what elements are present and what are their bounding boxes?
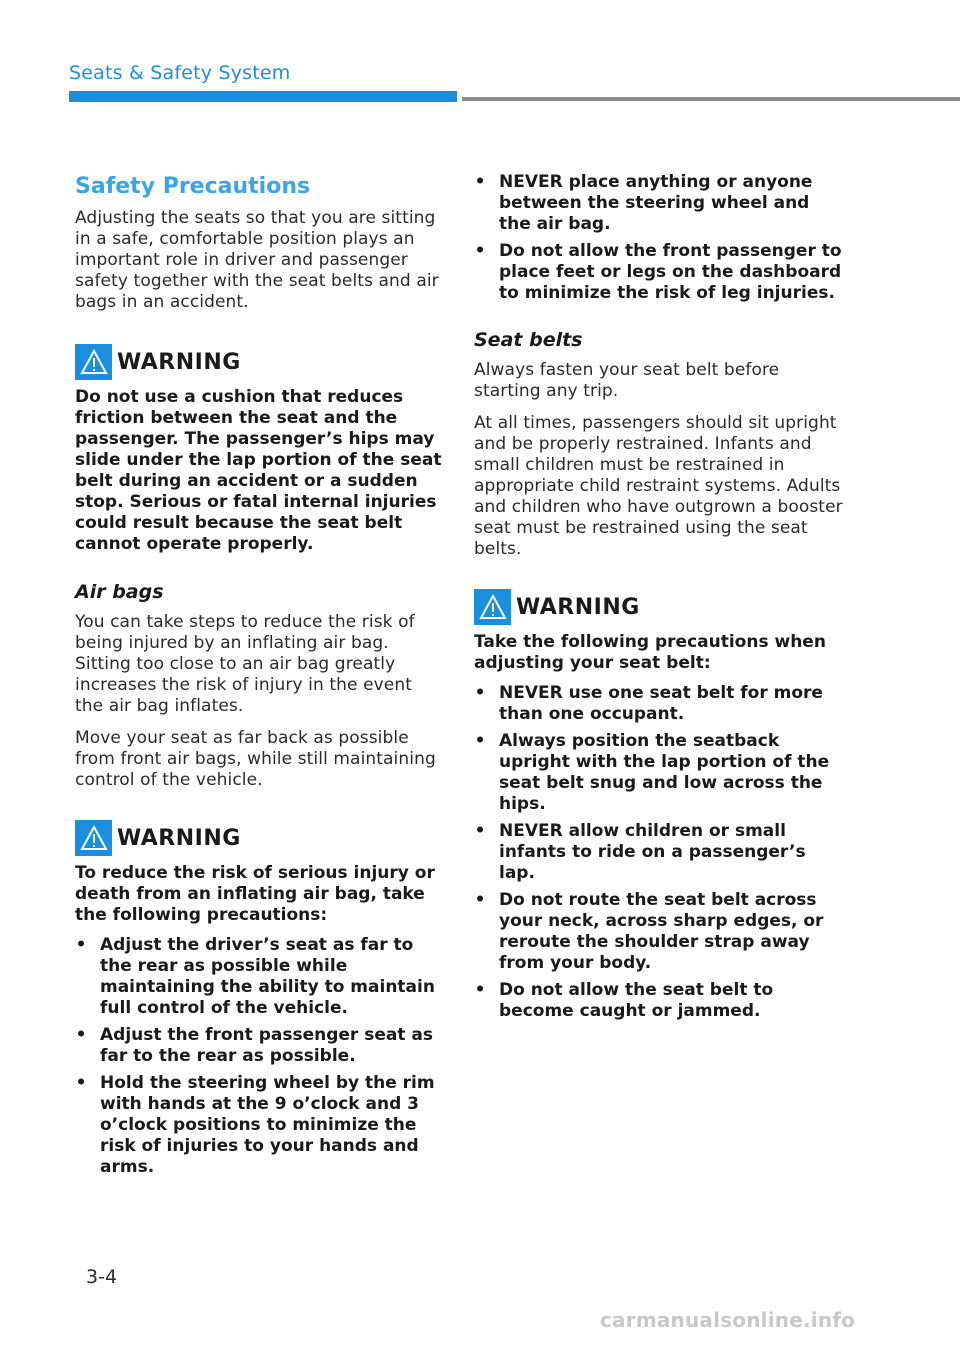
bullet-icon: •	[75, 1025, 87, 1045]
list-item: • NEVER place anything or anyone between the steering wheel and the air bag.	[474, 172, 813, 234]
bullet-icon: •	[474, 731, 486, 751]
list-item: • NEVER allow children or small infants to ride on a passenger’s lap.	[474, 821, 806, 883]
intro-paragraph: Adjusting the seats so that you are sitting in a safe, comfortable position plays an important role in driver and passenger safety together with the seat belts and air bags in an accident.	[75, 208, 439, 312]
warning-text: Take the following precautions when adjusting your seat belt:	[474, 632, 826, 673]
warning-text: Do not use a cushion that reduces friction between the seat and the passenger. The passenger’s hips may slide under the lap portion of the seat belt during an accident or a sudden stop. Serious or fatal internal injuries could result because the seat belt cannot operate properly.	[75, 387, 442, 554]
warning-triangle-icon	[474, 589, 511, 625]
left-column	[75, 172, 445, 1184]
list-item: • Adjust the front passenger seat as far to the rear as possible.	[75, 1025, 433, 1066]
list-item: • NEVER use one seat belt for more than one occupant.	[474, 683, 823, 724]
bullet-icon: •	[75, 935, 87, 955]
page-number: 3-4	[86, 1266, 118, 1288]
warning-triangle-icon	[75, 820, 112, 856]
warning-text: To reduce the risk of serious injury or death from an inflating air bag, take the following precautions:	[75, 863, 435, 925]
subsection-title-seat-belts: Seat belts	[474, 329, 583, 351]
subsection-title-air-bags: Air bags	[75, 581, 164, 603]
bullet-icon: •	[474, 821, 486, 841]
list-item: • Do not allow the seat belt to become caught or jammed.	[474, 980, 774, 1021]
bullet-icon: •	[75, 1073, 87, 1093]
seatbelts-paragraph-2: At all times, passengers should sit upright and be properly restrained. Infants and small children must be restrained in appropriate child restraint systems. Adults and children who have outgrown a booster seat must be restrained using the seat belts.	[474, 413, 843, 559]
airbags-paragraph-2: Move your seat as far back as possible from front air bags, while still maintaining control of the vehicle.	[75, 728, 436, 790]
header-blue-bar	[69, 91, 457, 102]
header-gray-rule	[462, 97, 960, 101]
list-item: • Do not allow the front passenger to place feet or legs on the dashboard to minimize the risk of leg injuries.	[474, 241, 842, 303]
bullet-icon: •	[474, 241, 486, 261]
seatbelts-paragraph-1: Always fasten your seat belt before starting any trip.	[474, 360, 780, 401]
warning-header	[75, 820, 445, 856]
bullet-icon: •	[474, 683, 486, 703]
warning-bullet-list	[75, 935, 445, 1178]
list-item: • Do not route the seat belt across your neck, across sharp edges, or reroute the shoulder strap away from your body.	[474, 890, 824, 973]
warning-label: WARNING	[117, 825, 241, 851]
warning-bullet-list-continued	[474, 172, 844, 304]
warning-header	[474, 589, 844, 625]
airbags-paragraph-1: You can take steps to reduce the risk of being injured by an inflating air bag. Sitting too close to an air bag greatly increases the risk of injury in the event the air bag inflates.	[75, 612, 415, 716]
watermark: carmanualsonline.info	[600, 1308, 856, 1332]
bullet-icon: •	[474, 172, 486, 192]
list-item: • Always position the seatback upright with the lap portion of the seat belt snug and low across the hips.	[474, 731, 830, 814]
bullet-icon: •	[474, 980, 486, 1000]
warning-triangle-icon	[75, 344, 112, 380]
bullet-icon: •	[474, 890, 486, 910]
warning-bullet-list	[474, 683, 844, 1022]
right-column	[474, 172, 844, 1028]
warning-label: WARNING	[117, 349, 241, 375]
section-title: Safety Precautions	[75, 174, 311, 199]
list-item: • Adjust the driver’s seat as far to the rear as possible while maintaining the ability to maintain full control of the vehicle.	[75, 935, 435, 1018]
warning-header	[75, 344, 445, 380]
warning-label: WARNING	[516, 594, 640, 620]
list-item: • Hold the steering wheel by the rim with hands at the 9 o’clock and 3 o’clock positions to minimize the risk of injuries to your hands and arms.	[75, 1073, 435, 1177]
header-section-title: Seats & Safety System	[69, 62, 291, 84]
